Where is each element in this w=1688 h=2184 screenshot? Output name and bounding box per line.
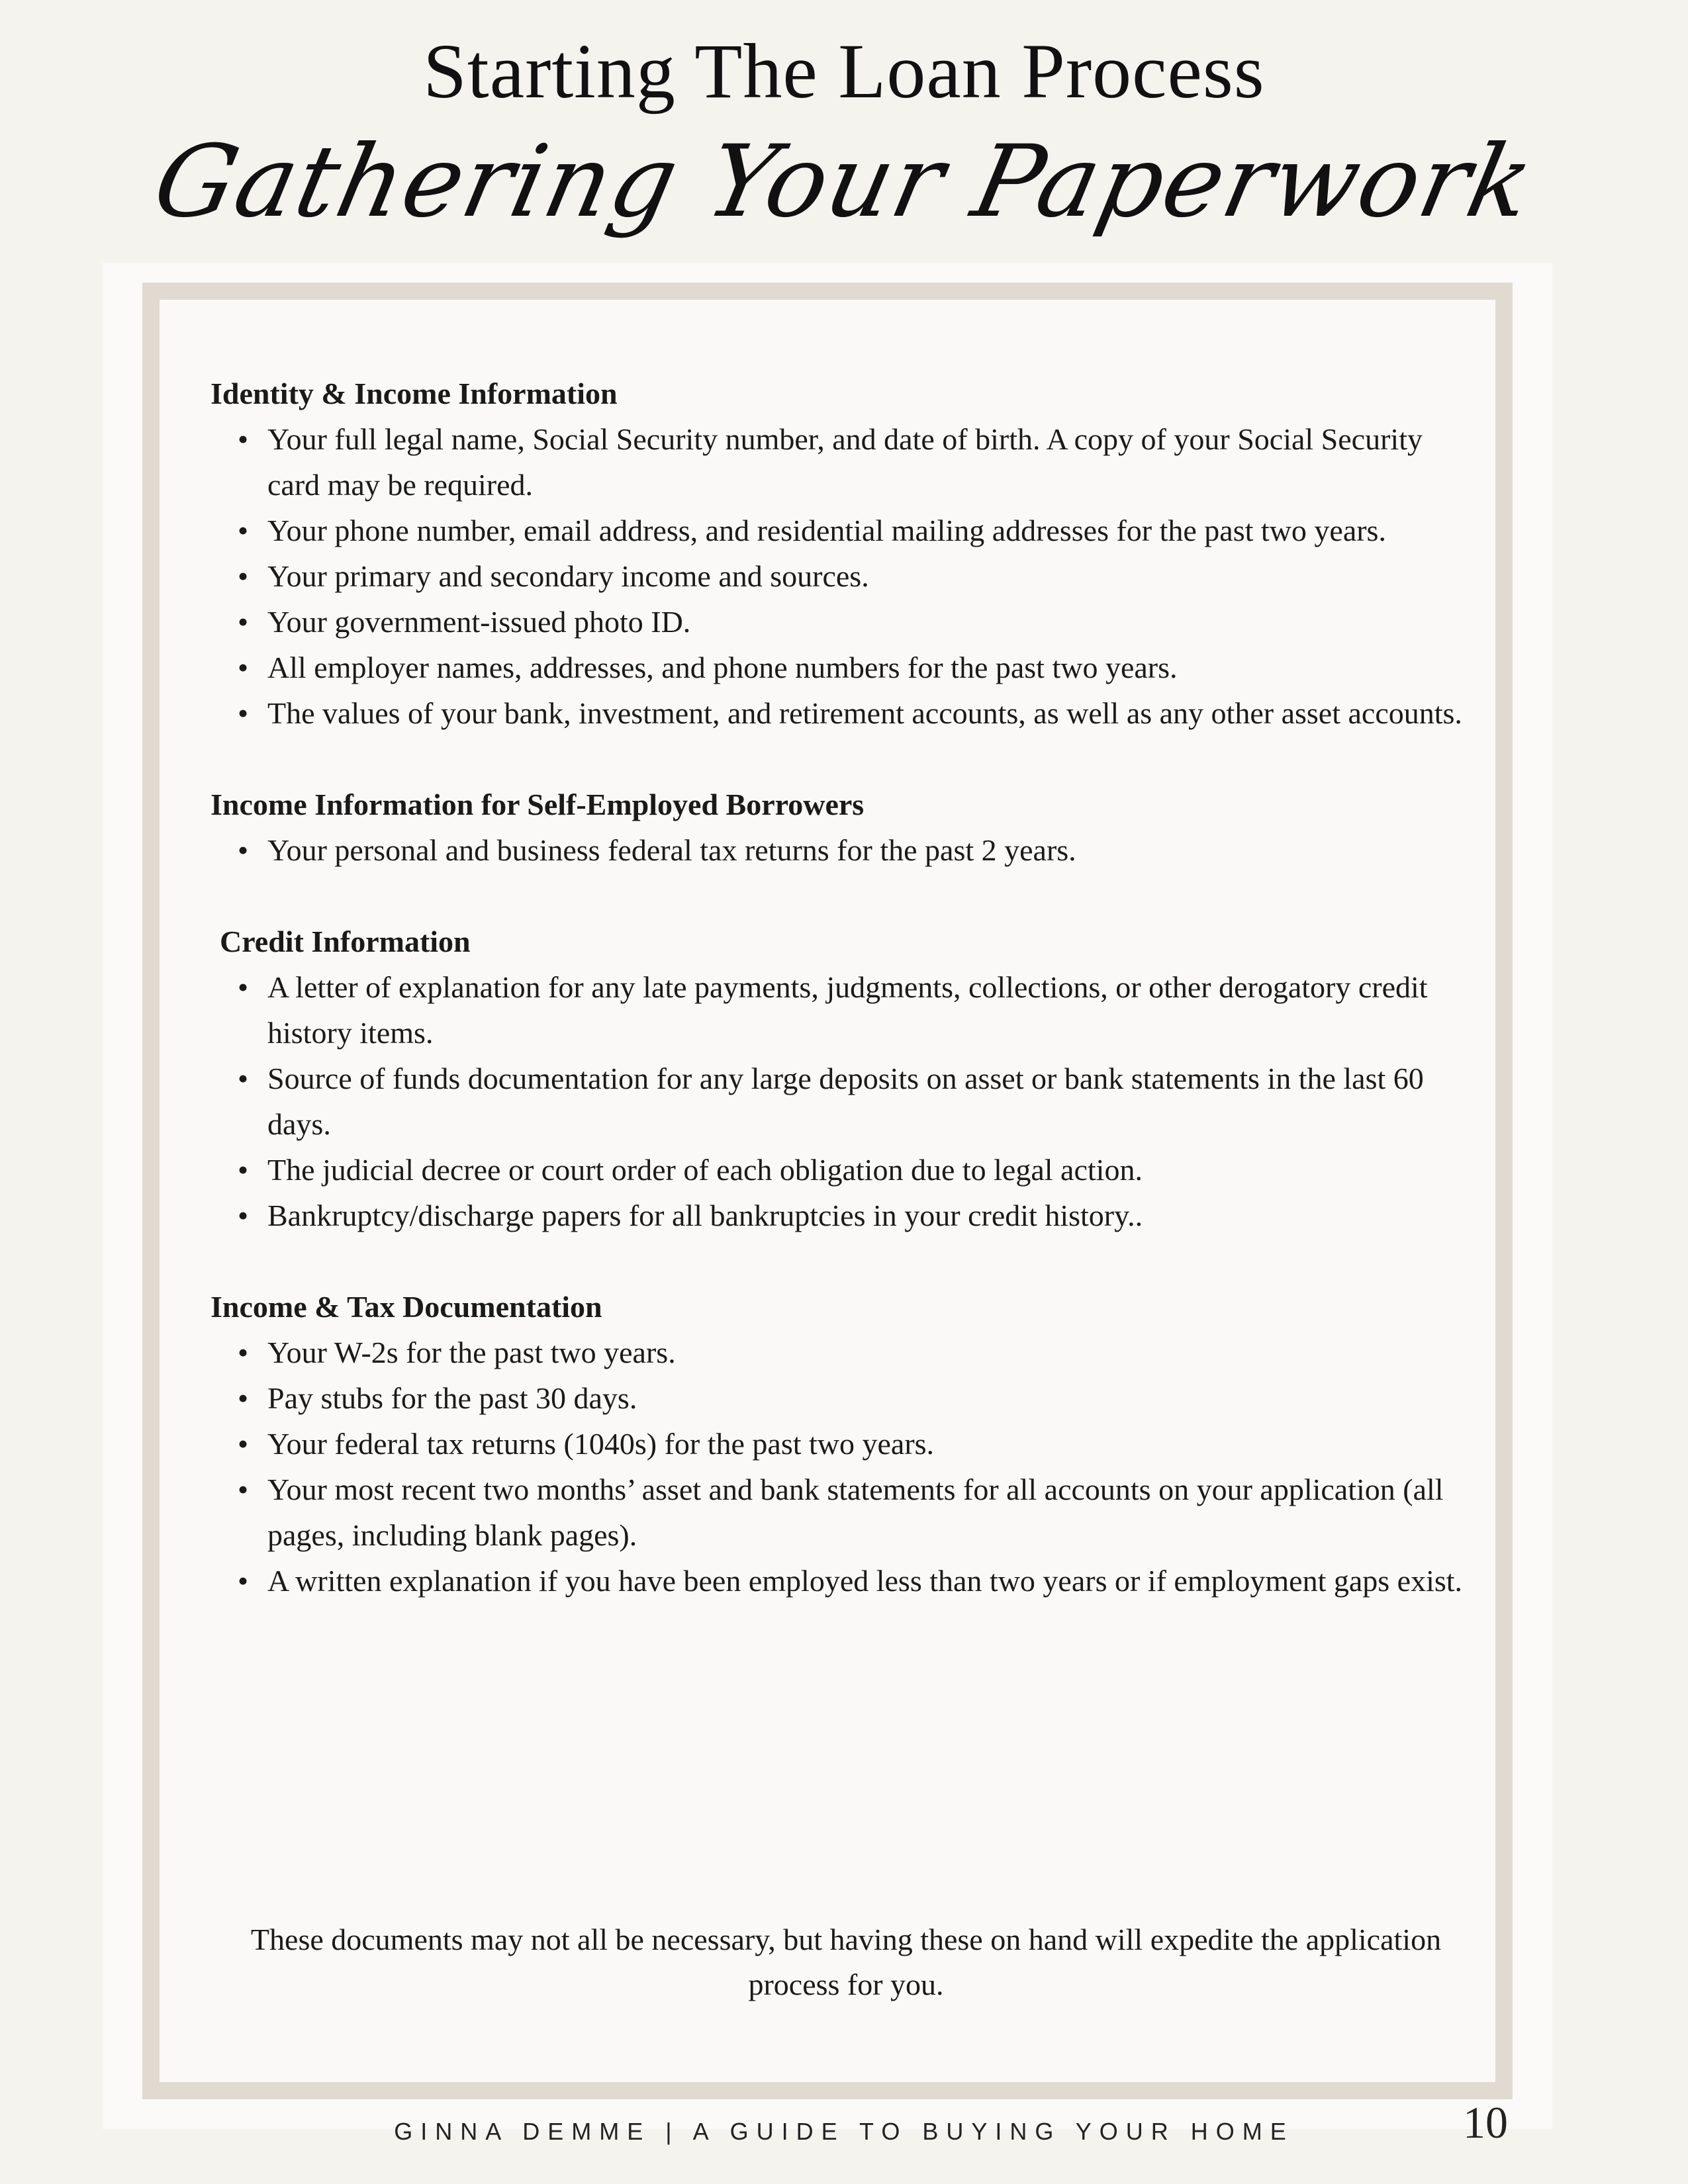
page-title: Starting The Loan Process <box>423 28 1265 114</box>
bullet-icon: • <box>237 1381 249 1415</box>
list-item-text: Your federal tax returns (1040s) for the past two years. <box>267 1427 935 1461</box>
bullet-icon: • <box>237 1564 249 1598</box>
list-item <box>237 508 1481 553</box>
list-item-text: Your government-issued photo ID. <box>267 605 691 639</box>
bullet-list <box>211 827 1481 873</box>
list-item-text: A written explanation if you have been employed less than two years or if employment gaps exist. <box>267 1564 1463 1598</box>
list-item <box>237 1421 1481 1467</box>
checklist <box>211 371 1481 1649</box>
section-identity-income <box>211 371 1481 736</box>
section-heading: Income Information for Self-Employed Borrowers <box>211 788 865 821</box>
list-item <box>237 416 1481 508</box>
bullet-icon: • <box>237 605 249 639</box>
list-item-text: All employer names, addresses, and phone numbers for the past two years. <box>267 651 1178 684</box>
list-item-text: Your personal and business federal tax returns for the past 2 years. <box>267 833 1076 867</box>
bullet-list <box>211 1330 1481 1604</box>
list-item <box>237 1558 1481 1604</box>
bullet-icon: • <box>237 1427 249 1461</box>
list-item-text: Your W-2s for the past two years. <box>267 1336 676 1369</box>
section-heading: Income & Tax Documentation <box>211 1290 602 1324</box>
list-item <box>237 1330 1481 1375</box>
list-item <box>237 827 1481 873</box>
bullet-icon: • <box>237 1473 249 1506</box>
list-item-text: Source of funds documentation for any large deposits on asset or bank statements in the last 60 days. <box>267 1062 1424 1141</box>
list-item-text: Your primary and secondary income and sources. <box>267 559 869 593</box>
section-heading: Identity & Income Information <box>211 377 618 410</box>
list-item-text: Your full legal name, Social Security number, and date of birth. A copy of your Social Security card may be required. <box>267 422 1423 502</box>
bullet-icon: • <box>237 1062 249 1095</box>
bullet-list <box>211 964 1481 1238</box>
list-item-text: The judicial decree or court order of each obligation due to legal action. <box>267 1153 1143 1187</box>
closing-note: These documents may not all be necessary, but having these on hand will expedite the application process for you. <box>250 1923 1442 2001</box>
list-item-text: Your most recent two months’ asset and bank statements for all accounts on your application (all pages, including blank pages). <box>267 1473 1444 1552</box>
footer-text: GINNA DEMME | A GUIDE TO BUYING YOUR HOME <box>394 2118 1294 2145</box>
list-item <box>237 599 1481 645</box>
list-item <box>237 964 1481 1056</box>
bullet-icon: • <box>237 651 249 684</box>
bullet-icon: • <box>237 833 249 867</box>
bullet-icon: • <box>237 422 249 456</box>
list-item <box>237 1056 1481 1147</box>
page-number: 10 <box>1463 2097 1508 2148</box>
list-item <box>237 553 1481 599</box>
list-item <box>237 1193 1481 1238</box>
list-item <box>237 690 1481 736</box>
bullet-icon: • <box>237 559 249 593</box>
bullet-icon: • <box>237 514 249 547</box>
list-item-text: Your phone number, email address, and residential mailing addresses for the past two years. <box>267 514 1386 547</box>
list-item-text: Pay stubs for the past 30 days. <box>267 1381 637 1415</box>
bullet-icon: • <box>237 1199 249 1232</box>
section-heading: Credit Information <box>220 925 471 958</box>
bullet-icon: • <box>237 696 249 730</box>
bullet-icon: • <box>237 1336 249 1369</box>
list-item-text: A letter of explanation for any late payments, judgments, collections, or other derogatory credit history items. <box>267 970 1428 1050</box>
list-item <box>237 645 1481 690</box>
bullet-icon: • <box>237 970 249 1004</box>
bullet-list <box>211 416 1481 736</box>
list-item-text: Bankruptcy/discharge papers for all bankruptcies in your credit history.. <box>267 1199 1143 1232</box>
bullet-icon: • <box>237 1153 249 1187</box>
section-income-tax <box>211 1284 1481 1604</box>
list-item <box>237 1375 1481 1421</box>
section-credit <box>211 919 1481 1238</box>
list-item <box>237 1147 1481 1193</box>
list-item <box>237 1467 1481 1558</box>
section-self-employed <box>211 782 1481 873</box>
list-item-text: The values of your bank, investment, and retirement accounts, as well as any other asset accounts. <box>267 696 1462 730</box>
page-subtitle-script: Gathering Your Paperwork <box>144 124 1544 240</box>
